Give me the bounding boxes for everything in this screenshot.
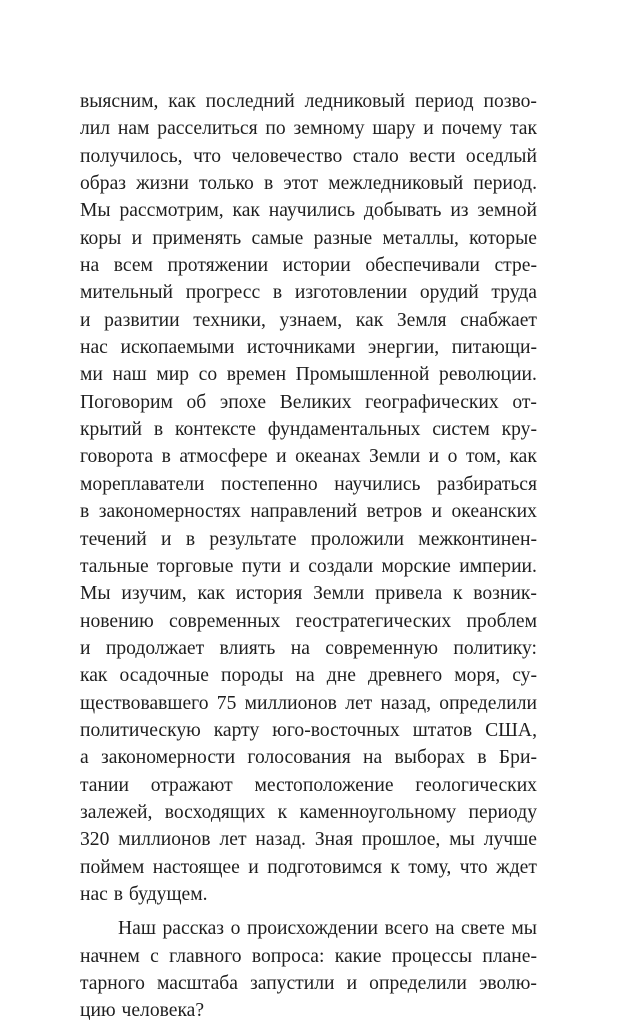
text-line: лил нам расселиться по земному шару и почему так — [80, 118, 537, 140]
body-text — [80, 88, 537, 1025]
text-line: и развитии техники, узнаем, как Земля снабжает — [80, 309, 537, 331]
text-line: образ жизни только в этот межледниковый период. — [80, 173, 537, 195]
text-line: Поговорим об эпохе Великих географических от- — [80, 391, 537, 413]
paragraph-gap — [80, 908, 537, 915]
text-line: новению современных геостратегических проблем — [80, 610, 537, 632]
paragraph — [80, 88, 537, 908]
text-line: поймем настоящее и подготовимся к тому, что ждет — [80, 856, 537, 878]
text-line: нас в будущем. — [80, 883, 208, 905]
text-line: крытий в контексте фундаментальных систем кру- — [80, 419, 537, 441]
text-line: ми наш мир со времен Промышленной революции. — [80, 364, 537, 386]
text-line: на всем протяжении истории обеспечивали стре- — [80, 255, 537, 277]
text-line: а закономерности голосования на выборах в Бри- — [80, 747, 537, 769]
text-line: тальные торговые пути и создали морские империи. — [80, 555, 537, 577]
text-line: в закономерностях направлений ветров и океанских — [80, 501, 537, 523]
text-line: политическую карту юго-восточных штатов США, — [80, 719, 537, 741]
text-line: Наш рассказ о происхождении всего на свете мы — [118, 918, 537, 940]
text-line: и продолжает влиять на современную политику: — [80, 637, 537, 659]
text-line: цию человека? — [80, 1000, 205, 1022]
text-line: Мы рассмотрим, как научились добывать из земной — [80, 200, 537, 222]
text-line: коры и применять самые разные металлы, которые — [80, 227, 537, 249]
text-line: течений и в результате проложили межконтинен- — [80, 528, 537, 550]
text-line: тарного масштаба запустили и определили эволю- — [80, 973, 537, 994]
text-line: мительный прогресс в изготовлении орудий труда — [80, 282, 537, 304]
text-line: нас ископаемыми источниками энергии, питающи- — [80, 337, 537, 359]
text-line: тании отражают местоположение геологических — [80, 774, 537, 796]
paragraph — [80, 915, 537, 1024]
text-line: как осадочные породы на дне древнего моря, су- — [80, 665, 537, 687]
text-line: говорота в атмосфере и океанах Земли и о том, как — [80, 446, 537, 468]
text-line: выясним, как последний ледниковый период позво- — [80, 91, 537, 112]
text-line: Мы изучим, как история Земли привела к возник- — [80, 583, 537, 605]
text-line: мореплаватели постепенно научились разбираться — [80, 473, 537, 495]
text-line: 320 миллионов лет назад. Зная прошлое, мы лучше — [80, 829, 537, 851]
text-line: ществовавшего 75 миллионов лет назад, определили — [80, 692, 537, 714]
text-line: начнем с главного вопроса: какие процессы плане- — [80, 945, 537, 967]
text-line: залежей, восходящих к каменноугольному периоду — [80, 801, 537, 823]
text-line: получилось, что человечество стало вести оседлый — [80, 145, 537, 167]
